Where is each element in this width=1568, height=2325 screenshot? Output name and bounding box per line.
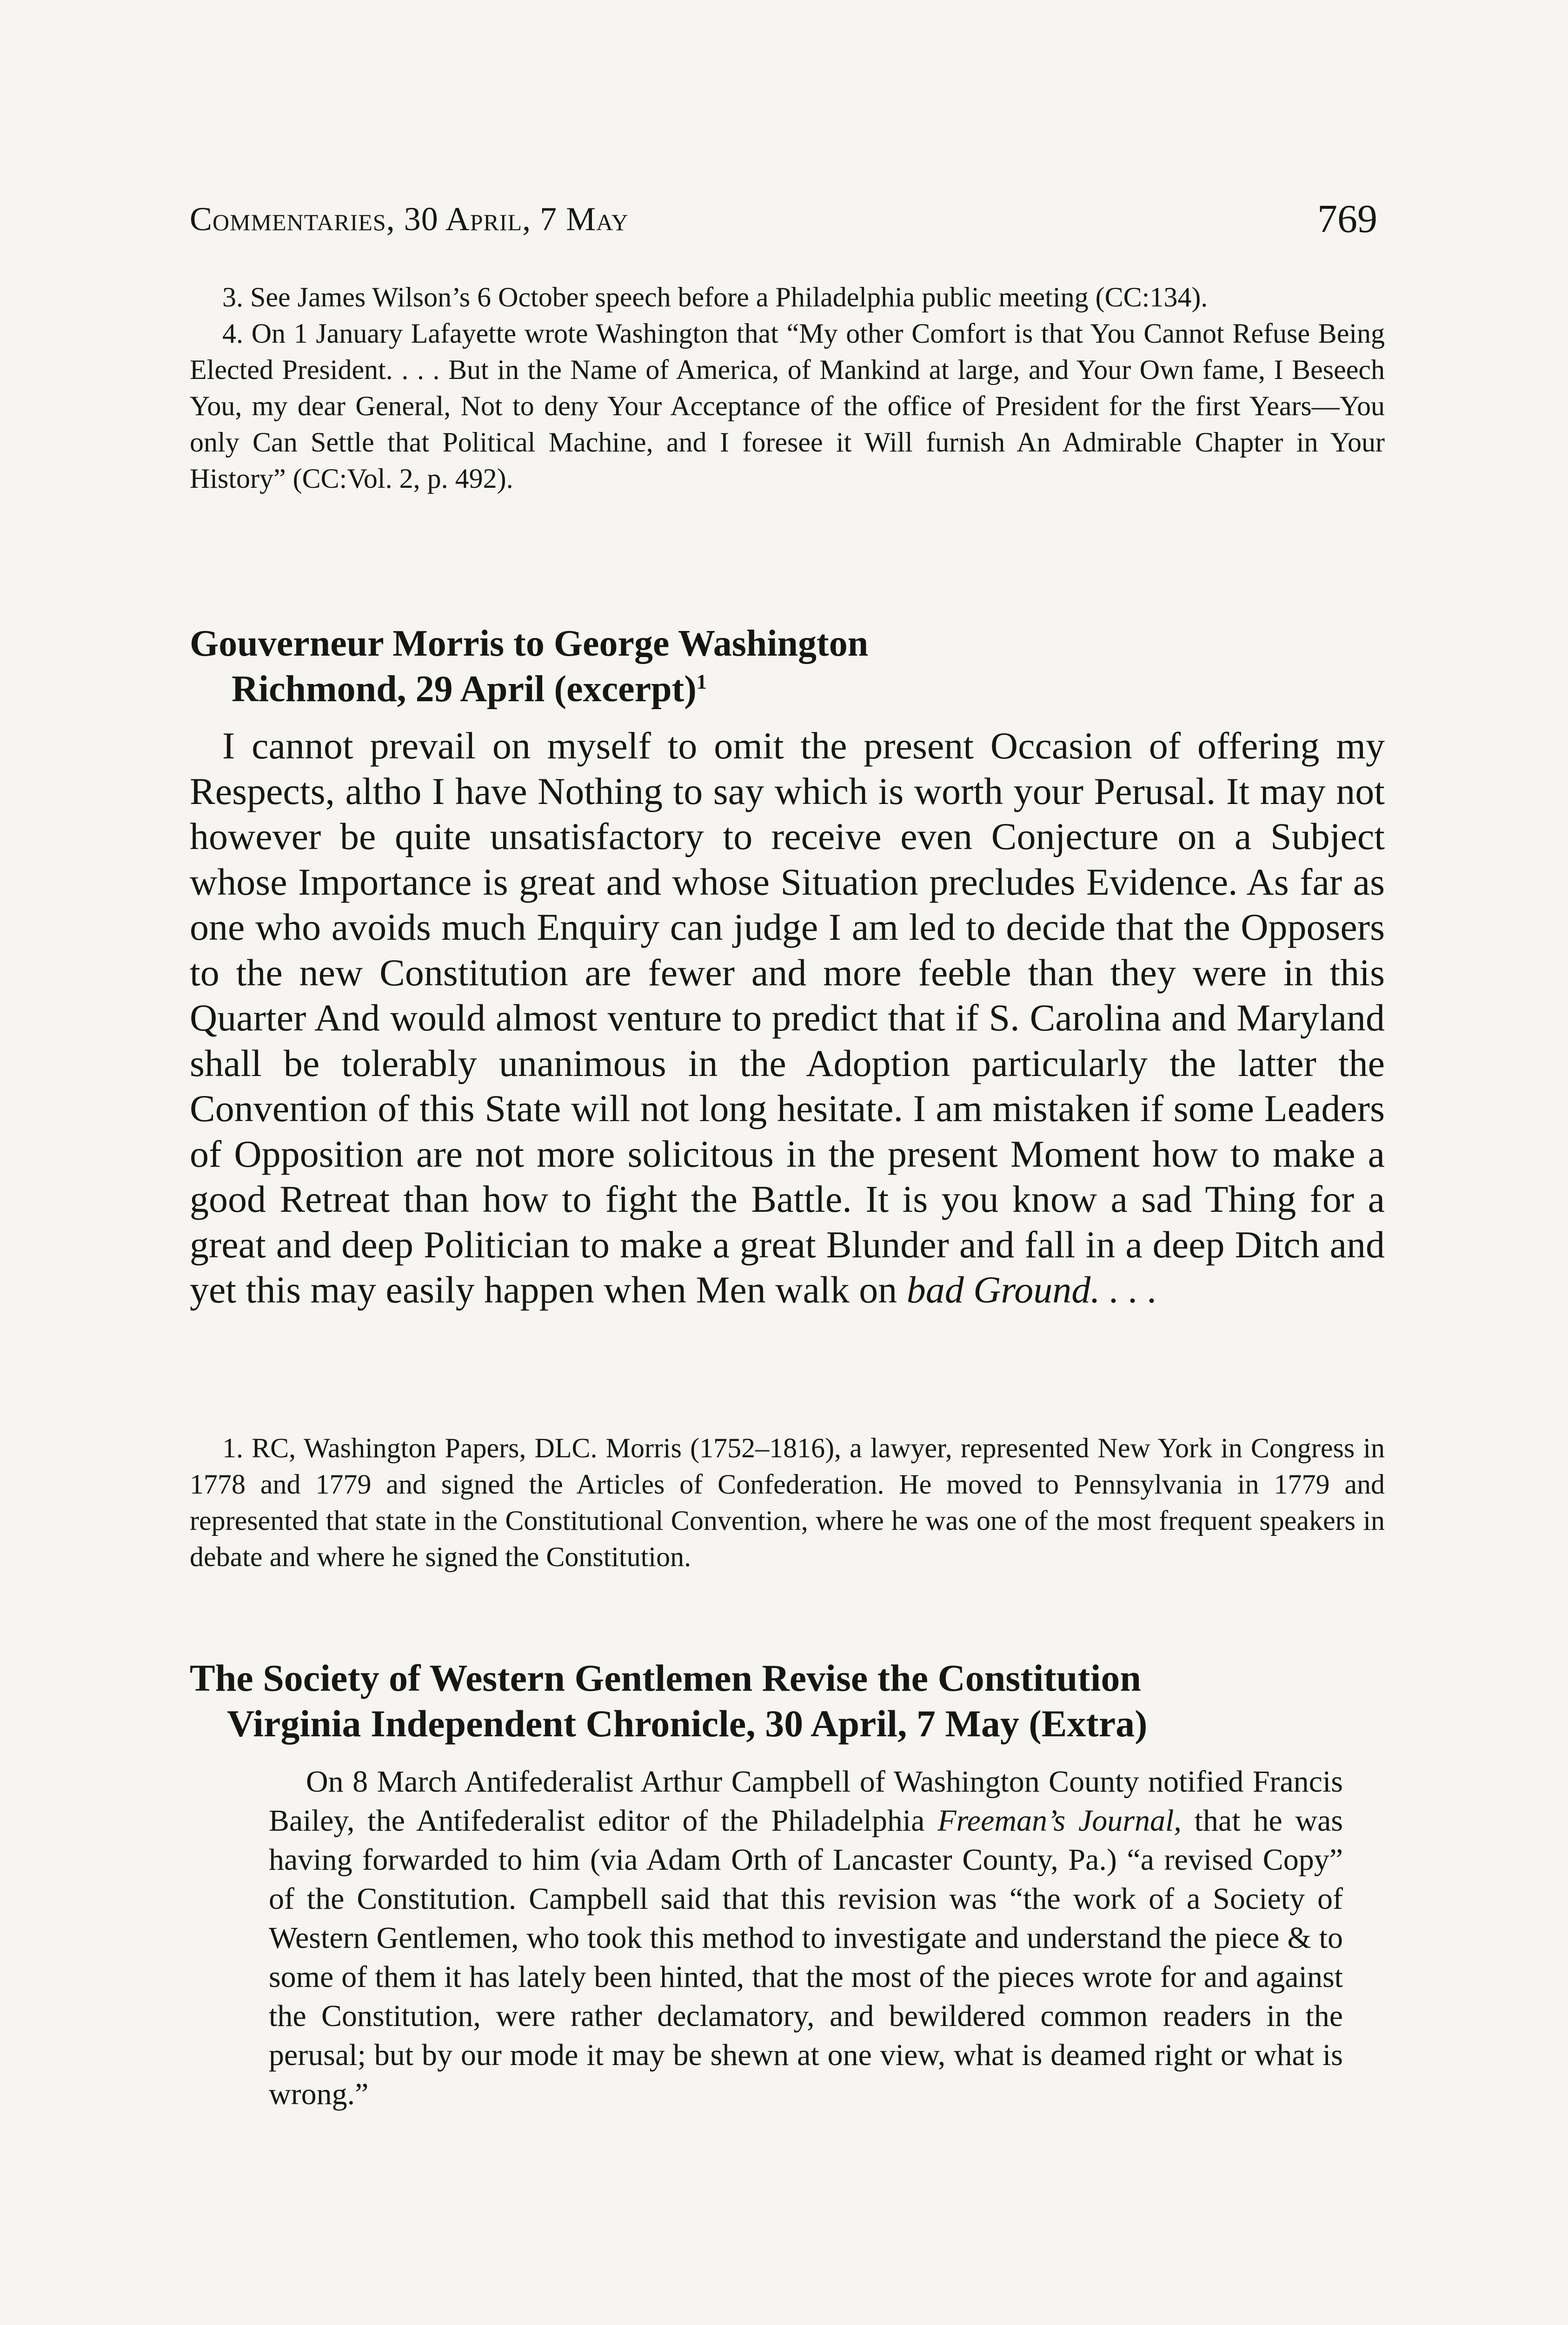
morris-footnote-1: 1. RC, Washington Papers, DLC. Morris (1752–1816), a lawyer, represented New York in Congress in 1778 and 1779 and signed the Articles of Confederation. He moved to Pennsylvania in 1779 and represented that state in the Constitutional Convention, where he was one of the most frequent speakers in debate and where he signed the Constitution. <box>190 1433 1385 1572</box>
morris-heading-subtitle: Richmond, 29 April (excerpt) <box>232 669 697 710</box>
endnote-3: 3. See James Wilson’s 6 October speech before a Philadelphia public meeting (CC:134). <box>222 282 1208 312</box>
headnote-newspaper-title: Freeman’s Journal, <box>937 1804 1182 1838</box>
headnote-text-part2: that he was having forwarded to him (via Adam Orth of Lancaster County, Pa.) “a revised Copy” of the Constitution. Campbell said that this revision was “the work of a Society of Western Gentlemen, who took this method to investigate and understand the piece & to some of them it has lately been hinted, that the most of the pieces wrote for and against the Constitution, were rather declamatory, and bewildered common readers in the perusal; but by our mode it may be shewn at one view, what is deamed right or what is wrong.” <box>269 1804 1343 2111</box>
society-heading-title: The Society of Western Gentlemen Revise the Constitution <box>190 1657 1141 1699</box>
morris-letter-italic-ending: bad Ground. . . . <box>906 1269 1157 1311</box>
morris-letter-body <box>190 723 1385 1313</box>
society-heading <box>190 1655 1385 1747</box>
endnote-4: 4. On 1 January Lafayette wrote Washington that “My other Comfort is that You Cannot Refuse Being Elected President. . . . But in the Name of America, of Mankind at large, and Your Own fame, I Beseech You, my dear General, Not to deny Your Acceptance of the office of President for the first Years—You only Can Settle that Political Machine, and I foresee it Will furnish An Admirable Chapter in Your History” (CC:Vol. 2, p. 492). <box>190 318 1385 494</box>
morris-footnotes <box>190 1430 1385 1575</box>
running-head <box>190 195 1377 246</box>
morris-letter-text: I cannot prevail on myself to omit the present Occasion of offering my Respects, altho I have Nothing to say which is worth your Perusal. It may not however be quite unsatisfactory to receive even Conjecture on a Subject whose Importance is great and whose Situation precludes Evidence. As far as one who avoids much Enquiry can judge I am led to decide that the Opposers to the new Constitution are fewer and more feeble than they were in this Quarter And would almost venture to predict that if S. Carolina and Maryland shall be tolerably unanimous in the Adoption particularly the latter the Convention of this State will not long hesitate. I am mistaken if some Leaders of Opposition are not more solicitous in the present Moment how to make a good Retreat than how to fight the Battle. It is you know a sad Thing for a great and deep Politician to make a great Blunder and fall in a deep Ditch and yet this may easily happen when Men walk on <box>190 724 1385 1311</box>
page-number: 769 <box>1317 196 1377 241</box>
top-endnotes <box>190 279 1385 497</box>
society-headnote <box>190 1762 1385 2114</box>
headnote-text-part1: On 8 March Antifederalist Arthur Campbell of Washington County notified Francis Bailey, the Antifederalist editor of the Philadelphia <box>269 1765 1343 1838</box>
morris-heading-title: Gouverneur Morris to George Washington <box>190 623 869 664</box>
morris-letter-heading <box>190 621 1385 712</box>
society-heading-subtitle: Virginia Independent Chronicle, 30 April, 7 May (Extra) <box>227 1702 1148 1745</box>
running-head-title: Commentaries, 30 April, 7 May <box>190 200 629 238</box>
footnote-reference: 1 <box>696 670 707 693</box>
